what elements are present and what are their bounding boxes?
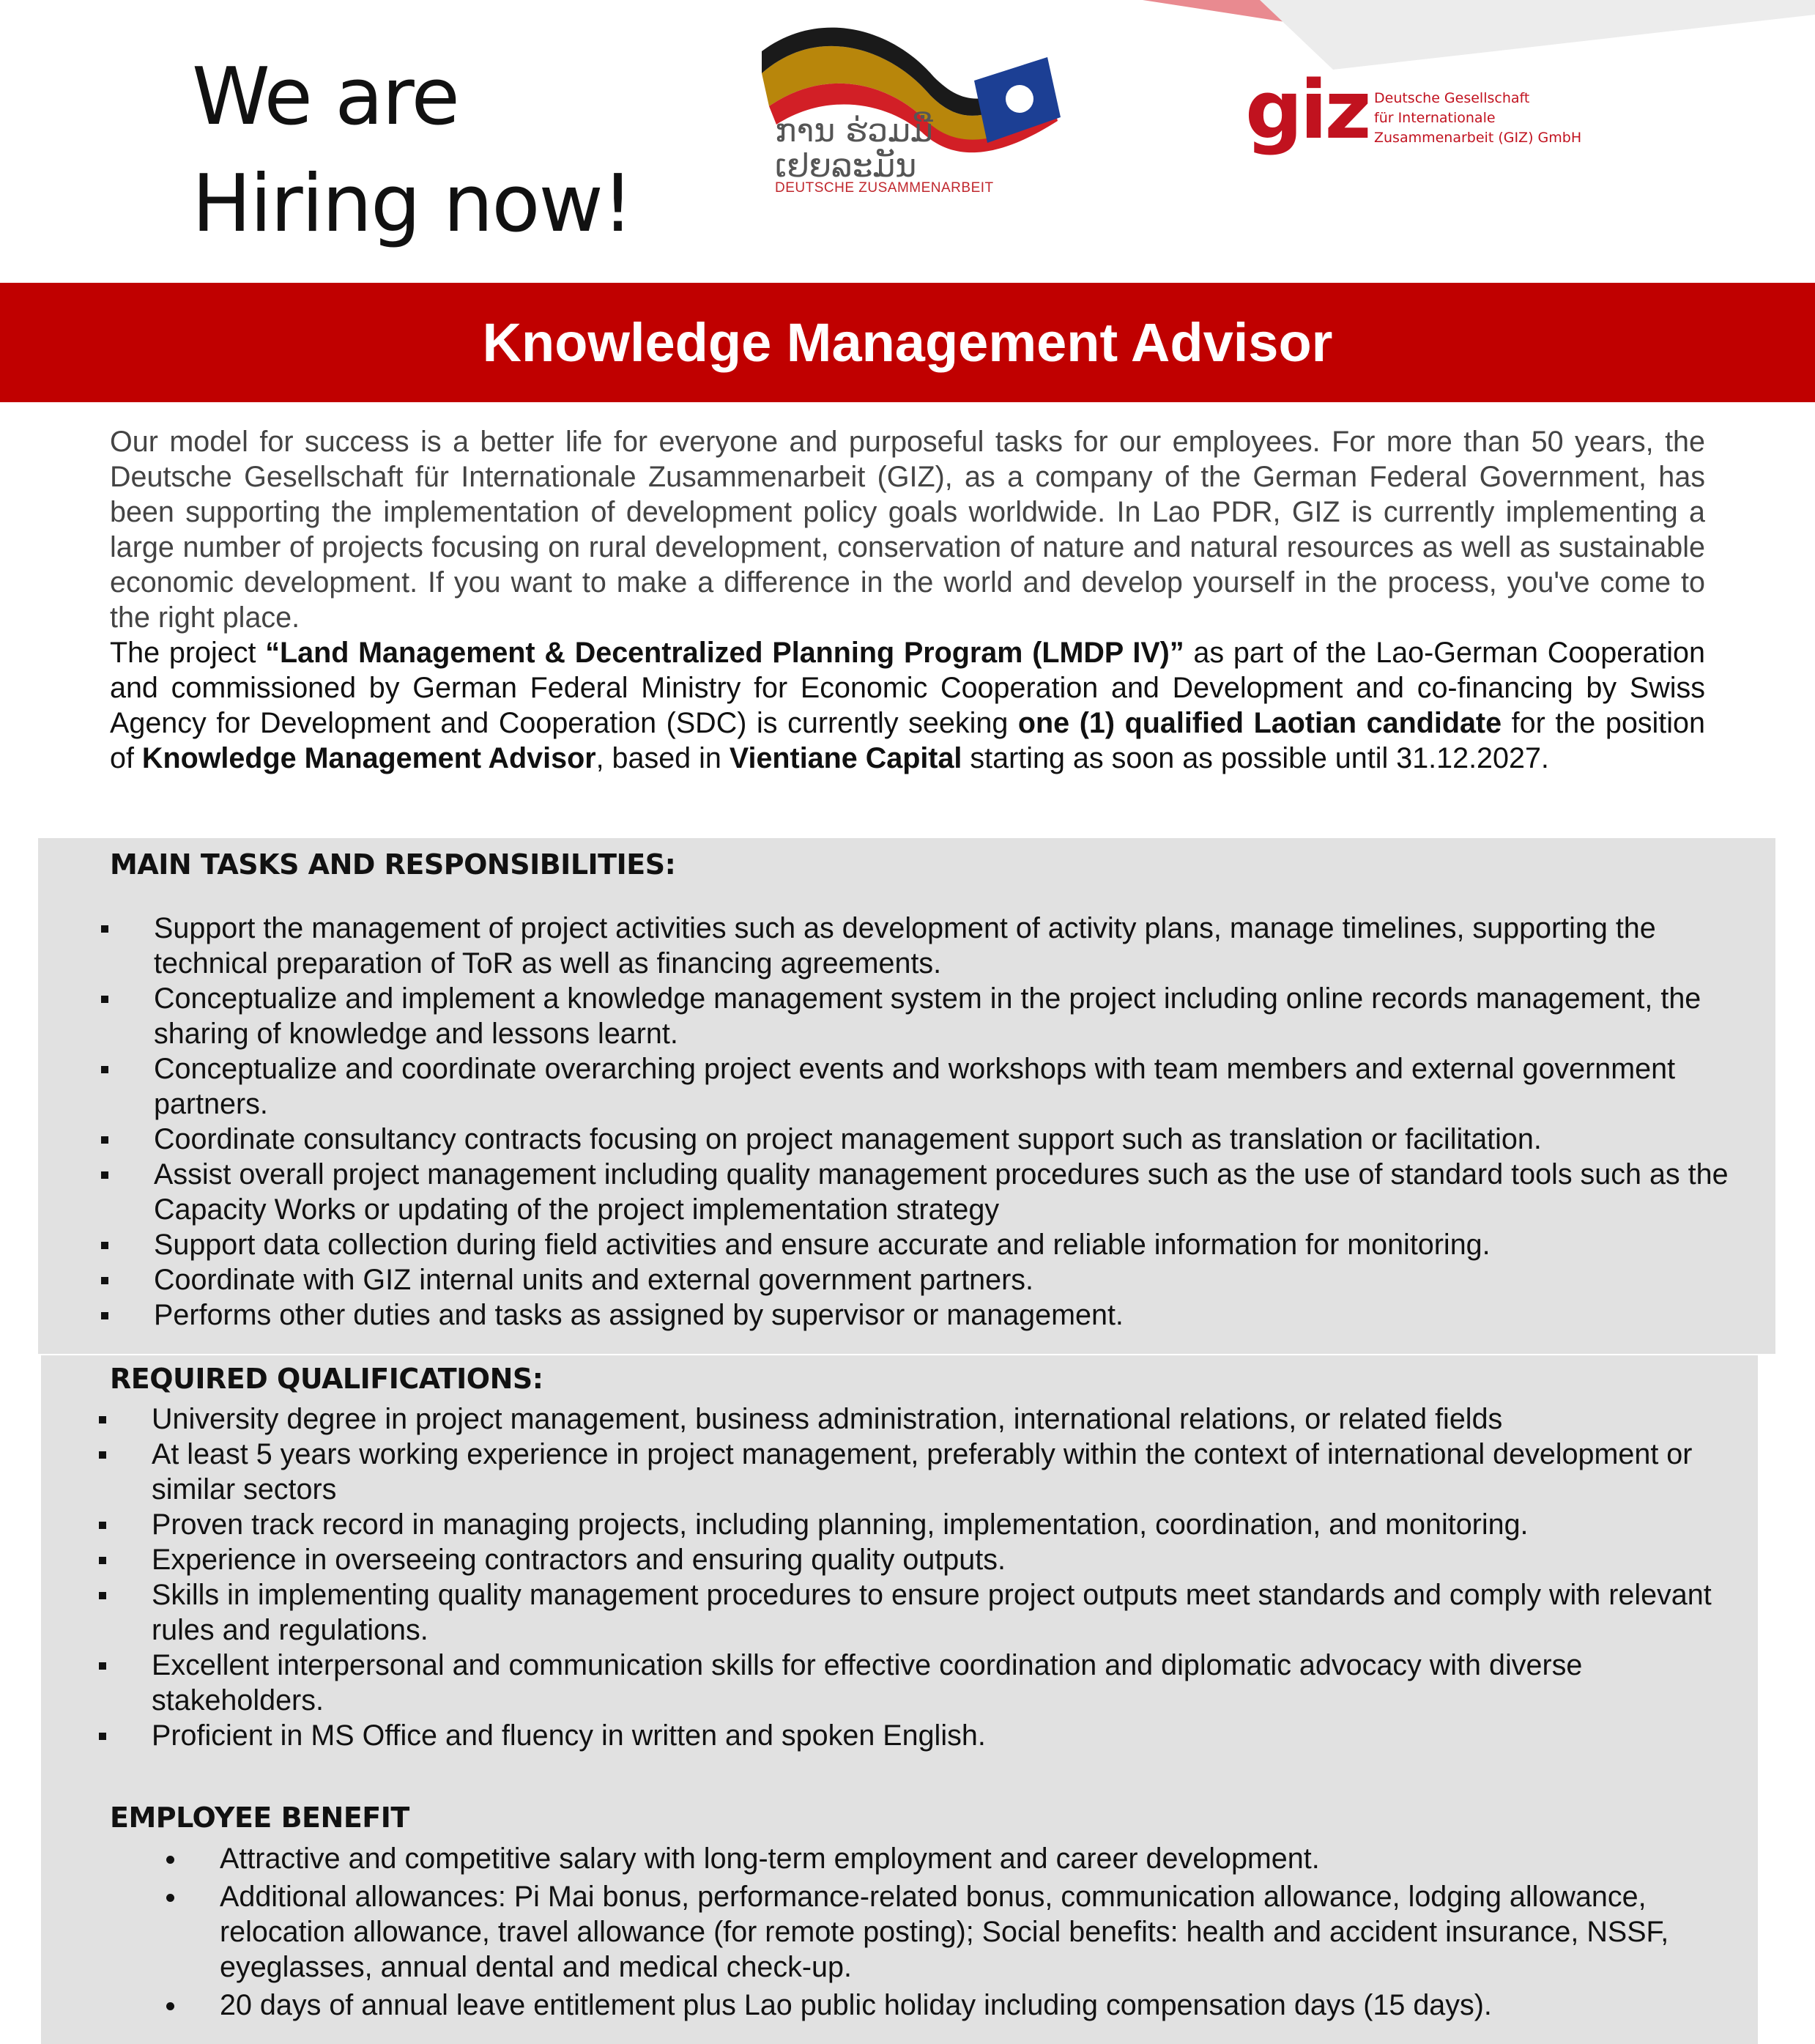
candidate-count: one (1) qualified Laotian candidate xyxy=(1017,707,1502,739)
qualifications-list xyxy=(152,1401,1726,1753)
position-name: Knowledge Management Advisor xyxy=(141,742,596,774)
list-item: Performs other duties and tasks as assigned by supervisor or management. xyxy=(154,1297,1729,1333)
hiring-headline xyxy=(192,44,632,258)
job-title: Knowledge Management Advisor xyxy=(482,312,1333,373)
project-paragraph: The project “Land Management & Decentralized Planning Program (LMDP IV)” as part of the Lao-German Cooperation and commissioned by German Federal Ministry for Economic Cooperation and Development and co-financing by Swiss Agency for Development and Cooperation (SDC) is currently seeking one (1) qualified Laotian candidate for the position of Knowledge Management Advisor, based in Vientiane Capital starting as soon as possible until 31.12.2027. xyxy=(110,637,1705,774)
list-item: Excellent interpersonal and communication skills for effective coordination and diplomatic advocacy with diverse stakeholders. xyxy=(152,1648,1726,1718)
intro-section xyxy=(110,424,1705,776)
lao-script-wordmark: ການ ຮ່ວມມື ເຢຍລະມັນ xyxy=(775,112,933,185)
qualifications-heading: REQUIRED QUALIFICATIONS: xyxy=(110,1363,543,1395)
list-item: Support the management of project activities such as development of activity plans, manage timelines, supporting the technical preparation of ToR as well as financing agreements. xyxy=(154,911,1729,981)
list-item: Coordinate consultancy contracts focusing on project management support such as translation or facilitation. xyxy=(154,1122,1729,1157)
list-item: Additional allowances: Pi Mai bonus, performance-related bonus, communication allowance, lodging allowance, relocation allowance, travel allowance (for remote posting); Social benefits: health and accident insurance, NSSF, eyeglasses, annual dental and medical check-up. xyxy=(220,1879,1714,1985)
benefits-heading: EMPLOYEE BENEFIT xyxy=(110,1802,409,1834)
giz-logo: giz xyxy=(1245,63,1369,157)
list-item: Attractive and competitive salary with long-term employment and career development. xyxy=(220,1841,1714,1876)
list-item: Skills in implementing quality management procedures to ensure project outputs meet standards and comply with relevant rules and regulations. xyxy=(152,1577,1726,1648)
list-item: Support data collection during field activities and ensure accurate and reliable information for monitoring. xyxy=(154,1227,1729,1262)
list-item: Proficient in MS Office and fluency in written and spoken English. xyxy=(152,1718,1726,1753)
intro-paragraph: Our model for success is a better life for everyone and purposeful tasks for our employees. For more than 50 years, the Deutsche Gesellschaft für Internationale Zusammenarbeit (GIZ), as a company of the German Federal Government, has been supporting the implementation of development policy goals worldwide. In Lao PDR, GIZ is currently implementing a large number of projects focusing on rural development, conservation of nature and natural resources as well as sustainable economic development. If you want to make a difference in the world and develop yourself in the process, you've come to the right place. xyxy=(110,426,1705,634)
giz-organization-name: Deutsche Gesellschaft für Internationale Zusammenarbeit (GIZ) GmbH xyxy=(1374,90,1582,146)
job-title-banner xyxy=(0,283,1815,402)
project-name: “Land Management & Decentralized Planning Program (LMDP IV)” xyxy=(265,637,1184,669)
decorative-corner-shape xyxy=(1143,0,1815,81)
list-item: Coordinate with GIZ internal units and external government partners. xyxy=(154,1262,1729,1297)
benefits-list xyxy=(220,1841,1714,2023)
list-item: Conceptualize and coordinate overarching project events and workshops with team members and external government partners. xyxy=(154,1051,1729,1122)
list-item: University degree in project management, business administration, international relations, or related fields xyxy=(152,1401,1726,1437)
headline-line-1: We are xyxy=(192,51,459,143)
location: Vientiane Capital xyxy=(729,742,962,774)
list-item: Assist overall project management including quality management procedures such as the use of standard tools such as the Capacity Works or updating of the project implementation strategy xyxy=(154,1158,1729,1226)
tasks-heading: MAIN TASKS AND RESPONSIBILITIES: xyxy=(110,848,676,881)
list-item: Experience in overseeing contractors and ensuring quality outputs. xyxy=(152,1542,1726,1577)
headline-line-2: Hiring now! xyxy=(192,158,633,250)
list-item: At least 5 years working experience in project management, preferably within the context of international development or similar sectors xyxy=(152,1437,1726,1507)
deutsche-zusammenarbeit-caption: DEUTSCHE ZUSAMMENARBEIT xyxy=(775,180,994,196)
list-item: Proven track record in managing projects, including planning, implementation, coordination, and monitoring. xyxy=(152,1507,1726,1542)
tasks-list xyxy=(154,911,1729,1333)
list-item: 20 days of annual leave entitlement plus Lao public holiday including compensation days (15 days). xyxy=(220,1988,1714,2023)
list-item: Conceptualize and implement a knowledge management system in the project including online records management, the sharing of knowledge and lessons learnt. xyxy=(154,981,1729,1051)
